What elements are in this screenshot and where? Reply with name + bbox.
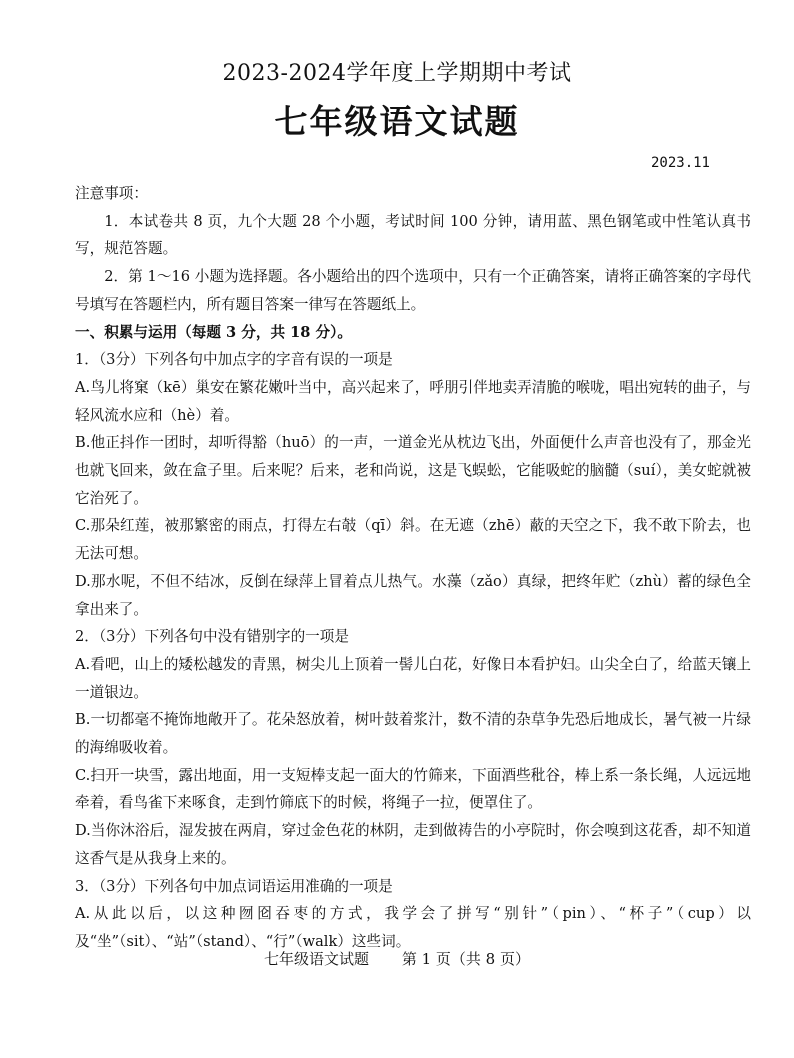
question-1-option-c: C.那朵红莲，被那繁密的雨点，打得左右攲（qī）斜。在无遮（zhē）蔽的天空之下，我不敢下阶去，也无法可想。 [75, 517, 751, 563]
question-1-option-a: A.鸟儿将窠（kē）巢安在繁花嫩叶当中，高兴起来了，呼朋引伴地卖弄清脆的喉咙，唱出宛转的曲子，与轻风流水应和（hè）着。 [75, 378, 751, 424]
question-2-option-d: D.当你沐浴后，湿发披在两肩，穿过金色花的林阴，走到做祷告的小亭院时，你会嗅到这花香，却不知道这香气是从我身上来的。 [75, 822, 751, 867]
exam-date: 2023.11 [650, 155, 710, 171]
question-1-option-b: B.他正抖作一团时，却听得豁（huō）的一声，一道金光从枕边飞出，外面便什么声音也没有了，那金光也就飞回来，敛在盒子里。后来呢？后来，老和尚说，这是飞蜈蚣，它能吸蛇的脑髓（suí），美女蛇就被它治死了。 [75, 434, 751, 507]
exam-subtitle: 七年级语文试题 [274, 102, 520, 141]
question-3-option-a: A.从此以后，以这种囫囵吞枣的方式，我学会了拼写“别针”（pin）、“杯子”（cup）以及“坐”（sit）、“站”（stand）、“行”（walk）这些词。 [75, 905, 751, 950]
question-1-stem: 1．（3分）下列各句中加点字的字音有误的一项是 [75, 351, 393, 369]
footer-page-number: 第 1 页（共 8 页） [401, 950, 530, 968]
exam-title: 2023-2024学年度上学期期中考试 [222, 61, 572, 86]
question-2-option-c: C.扫开一块雪，露出地面，用一支短棒支起一面大的竹筛来，下面酒些秕谷，棒上系一条长绳，人远远地牵着，看鸟雀下来啄食，走到竹筛底下的时候，将绳子一拉，便罩住了。 [75, 766, 751, 812]
notice-heading: 注意事项： [75, 185, 148, 202]
notice-item-2: 2．第 1～16 小题为选择题。各小题给出的四个选项中，只有一个正确答案，请将正确答案的字母代号填写在答题栏内，所有题目答案一律写在答题纸上。 [75, 268, 751, 313]
section-title: 一、积累与运用（每题 3 分，共 18 分）。 [75, 323, 352, 341]
question-3-stem: 3．（3分）下列各句中加点词语运用准确的一项是 [75, 877, 393, 895]
footer-subject: 七年级语文试题 [264, 950, 370, 968]
page-footer [0, 948, 794, 969]
question-2-option-b: B.一切都毫不掩饰地敞开了。花朵怒放着，树叶鼓着浆汁，数不清的杂草争先恐后地成长，暑气被一片绿的海绵吸收着。 [75, 711, 751, 757]
question-2-stem: 2．（3分）下列各句中没有错别字的一项是 [75, 628, 349, 646]
exam-body [75, 180, 751, 956]
notice-item-1: 1．本试卷共 8 页，九个大题 28 个小题，考试时间 100 分钟，请用蓝、黑色钢笔或中性笔认真书写，规范答题。 [75, 212, 751, 258]
question-1-option-d: D.那水呢，不但不结冰，反倒在绿萍上冒着点儿热气。水藻（zǎo）真绿，把终年贮（zhù）蓄的绿色全拿出来了。 [75, 572, 751, 618]
question-2-option-a: A.看吧，山上的矮松越发的青黑，树尖儿上顶着一髻儿白花，好像日本看护妇。山尖全白了，给蓝天镶上一道银边。 [75, 655, 751, 701]
